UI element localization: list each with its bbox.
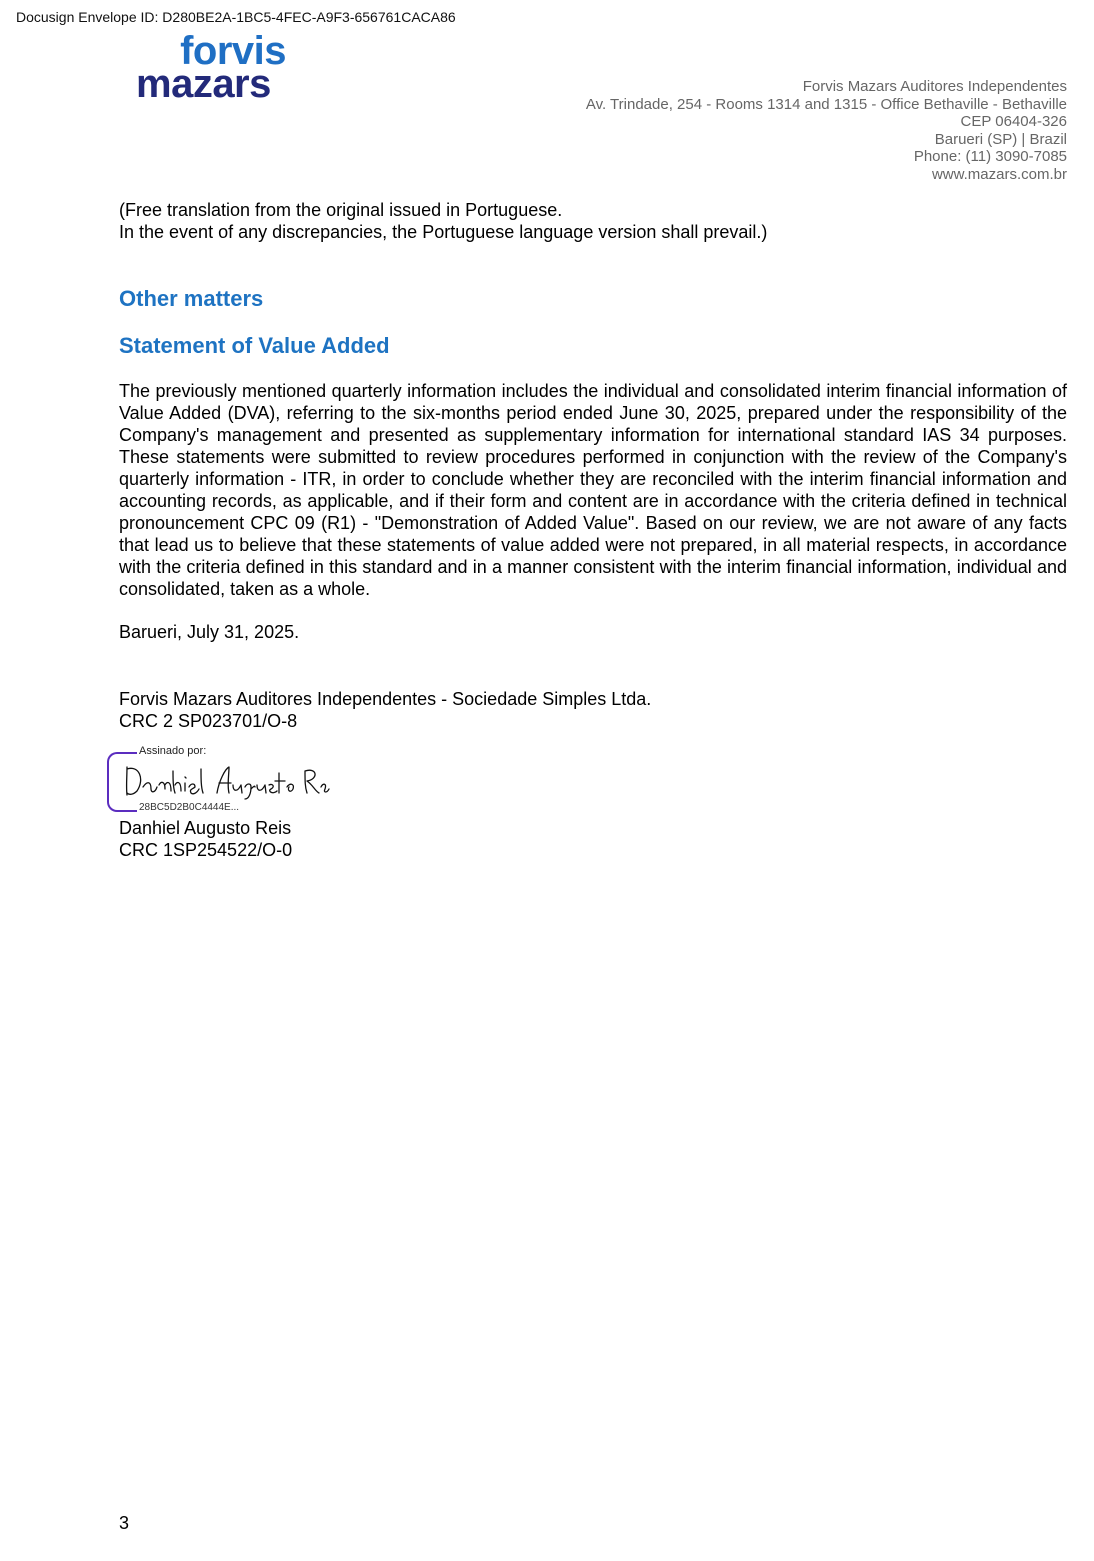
firm-crc: CRC 2 SP023701/O-8 <box>119 711 298 731</box>
signer-name: Danhiel Augusto Reis <box>119 818 292 838</box>
firm-name: Forvis Mazars Auditores Independentes - Sociedade Simples Ltda. <box>119 689 652 709</box>
address-phone: Phone: (11) 3090-7085 <box>913 148 1067 165</box>
translation-note <box>119 200 767 243</box>
logo-line-forvis: forvis <box>180 29 286 73</box>
logo-line-mazars: mazars <box>136 62 271 106</box>
page-number: 3 <box>119 1513 130 1533</box>
translation-note-line-2: In the event of any discrepancies, the Portuguese language version shall prevail.) <box>119 221 768 242</box>
docusign-signature-block <box>107 743 337 815</box>
address-website: www.mazars.com.br <box>931 165 1067 183</box>
place-and-date: Barueri, July 31, 2025. <box>119 622 300 642</box>
handwritten-signature <box>121 757 331 801</box>
heading-other-matters: Other matters <box>119 286 264 311</box>
audit-firm-block <box>119 688 651 732</box>
address-street: Av. Trindade, 254 - Rooms 1314 and 1315 - Office Bethaville - Bethaville <box>585 95 1067 113</box>
body-paragraph: The previously mentioned quarterly information includes the individual and consolidated interim financial information of Value Added (DVA), referring to the six-months period ended June 30, 2025, prepared under the responsibility of the Company's management and presented as supplementary information for international standard IAS 34 purposes. These statements were submitted to review procedures performed in conjunction with the review of the Company's quarterly information - ITR, in order to conclude whether they are reconciled with the interim financial information and accounting records, as applicable, and if their form and content are in accordance with the criteria defined in technical pronouncement CPC 09 (R1) - "Demonstration of Added Value". Based on our review, we are not aware of any facts that lead us to believe that these statements of value added were not prepared, in all material respects, in accordance with the criteria defined in this standard and in a manner consistent with the interim financial information, individual and consolidated, taken as a whole. <box>119 381 1067 599</box>
address-firm-name: Forvis Mazars Auditores Independentes <box>802 78 1067 95</box>
signature-hash: 28BC5D2B0C4444E... <box>139 802 240 813</box>
signed-by-label: Assinado por: <box>139 745 207 757</box>
signer-block <box>119 818 292 861</box>
address-city: Barueri (SP) | Brazil <box>934 130 1067 148</box>
translation-note-line-1: (Free translation from the original issued in Portuguese. <box>119 200 563 220</box>
signer-crc: CRC 1SP254522/O-0 <box>119 839 293 860</box>
office-address-block <box>586 78 1067 183</box>
heading-statement-of-value-added: Statement of Value Added <box>119 333 390 358</box>
docusign-envelope-id: Docusign Envelope ID: D280BE2A-1BC5-4FEC-A9F3-656761CACA86 <box>16 9 456 25</box>
address-postal-code: CEP 06404-326 <box>960 113 1067 130</box>
forvis-mazars-logo <box>136 29 296 106</box>
